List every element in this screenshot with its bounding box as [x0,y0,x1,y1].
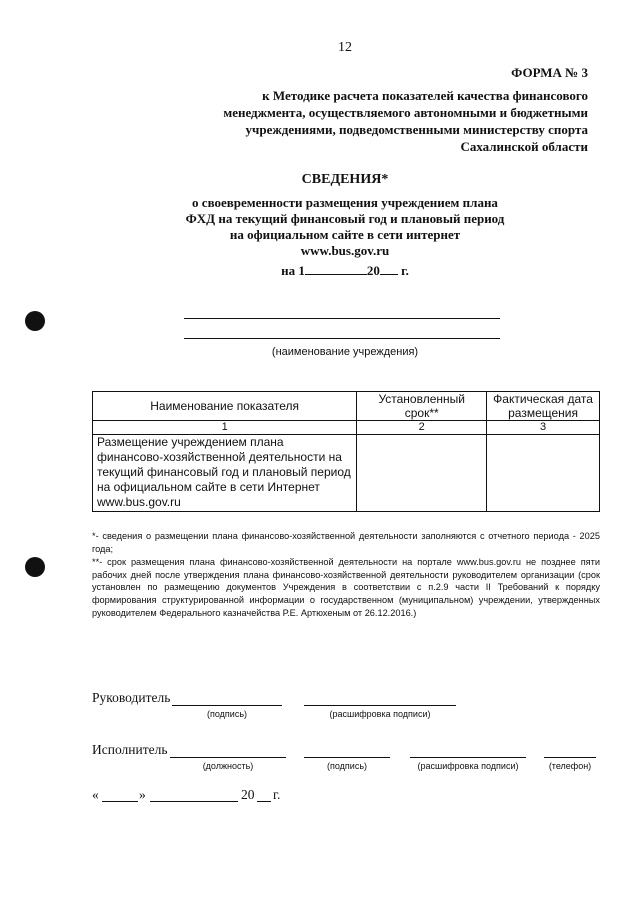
table-header-row [93,392,600,421]
head-decode-caption: (расшифровка подписи) [329,709,431,719]
executor-label: Исполнитель [92,742,168,757]
column-number: 1 [93,421,357,435]
date-year-prefix-bottom: 20 [241,787,255,802]
table-row [93,435,600,512]
executor-phone-caption: (телефон) [548,761,592,771]
day-blank-field[interactable] [102,801,138,802]
indicator-cell: Размещение учреждением плана финансово-хозяйственной деятельности на текущий финансовый год и плановый период на официальном сайте в сети Интернет www.bus.gov.ru [93,435,357,512]
date-prefix: на 1 [281,263,305,278]
date-blank-field[interactable] [305,262,367,275]
column-header-indicator: Наименование показателя [93,392,357,421]
header-ref-line: менеджмента, осуществляемого автономными и бюджетными [223,105,588,120]
table-number-row [93,421,600,435]
head-label: Руководитель [92,690,171,705]
form-number: ФОРМА № 3 [511,65,588,80]
report-date-line [0,262,640,279]
executor-decode-caption: (расшифровка подписи) [417,761,519,771]
institution-name-line-2[interactable] [184,338,500,339]
head-sign-caption: (подпись) [206,709,248,719]
punch-hole-top [25,311,45,331]
executor-decode-line[interactable] [410,757,526,758]
header-ref-line: учреждениями, подведомственными министерству спорта [245,122,588,137]
header-ref-line: Сахалинской области [460,139,588,154]
executor-position-line[interactable] [170,757,286,758]
subtitle-line: www.bus.gov.ru [300,243,390,258]
punch-hole-bottom [25,557,45,577]
subtitle-line: о своевременности размещения учреждением плана [192,195,498,210]
executor-phone-line[interactable] [544,757,596,758]
head-decode-line[interactable] [304,705,456,706]
date-year-prefix: 20 [366,263,380,278]
actual-date-cell[interactable] [487,435,600,512]
column-number: 3 [487,421,600,435]
header-reference [158,87,588,155]
header-ref-line: к Методике расчета показателей качества финансового [262,88,588,103]
executor-sign-line[interactable] [304,757,390,758]
footnote-2: **- срок размещения плана финансово-хозяйственной деятельности на портале www.bus.gov.ru не позднее пяти рабочих дней после утверждения плана финансово-хозяйственной деятельности руководителем организации (срок установлен по размещению документов Учреждения в соответствии с п.2.9 части II Требований к порядку формирования структурированной информации о государственном (муниципальном) учреждении, утвержденных руководителем Федерального казначейства Р.Е. Артюхеным от 26.12.2016.) [92,557,600,618]
document-subtitle [0,195,640,259]
institution-caption: (наименование учреждения) [271,346,419,358]
year-blank-field-bottom[interactable] [257,801,271,802]
date-close-quote: » [139,787,146,802]
subtitle-line: ФХД на текущий финансовый год и плановый период [185,211,505,226]
document-title: СВЕДЕНИЯ* [301,172,389,187]
year-blank-field[interactable] [380,262,398,275]
institution-name-line-1[interactable] [184,318,500,319]
page-number: 12 [338,40,352,55]
executor-position-caption: (должность) [202,761,254,771]
date-suffix-bottom: г. [273,787,281,802]
date-open-quote: « [92,787,99,802]
executor-sign-caption: (подпись) [326,761,368,771]
head-signature-line[interactable] [172,705,282,706]
date-suffix: г. [401,263,409,278]
subtitle-line: на официальном сайте в сети интернет [229,227,461,242]
column-header-deadline: Установленный срок** [357,392,487,421]
footnote-1: *- сведения о размещении плана финансово-хозяйственной деятельности заполняются с отчетного периода - 2025 года; [92,531,600,554]
placement-table [92,391,600,512]
deadline-cell[interactable] [357,435,487,512]
footnotes [92,530,600,620]
column-header-actual-date: Фактическая дата размещения [487,392,600,421]
column-number: 2 [357,421,487,435]
month-blank-field[interactable] [150,801,238,802]
